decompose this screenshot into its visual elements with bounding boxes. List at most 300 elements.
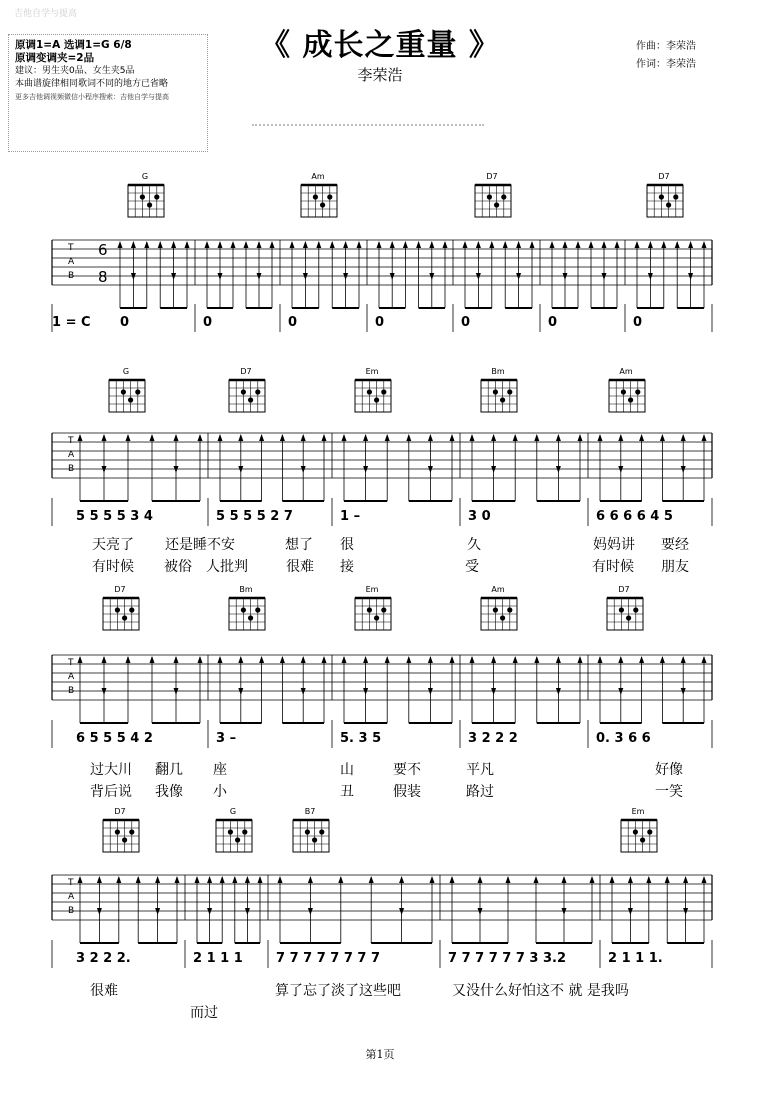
strum-arrow: [244, 241, 249, 248]
lyric-2-1-0: 有时候: [92, 559, 134, 575]
lyric-2-1-3: 很难: [286, 559, 314, 575]
strum-arrow: [503, 241, 508, 248]
finger-dot: [493, 607, 498, 612]
finger-dot: [248, 397, 253, 402]
strum-arrow: [174, 656, 179, 663]
finger-dot: [507, 389, 512, 394]
finger-dot: [628, 397, 633, 402]
strum-arrow: [171, 241, 176, 248]
strum-arrow: [675, 241, 680, 248]
strum-arrow: [590, 876, 595, 883]
jianpu-measure: 5 5 5 5 2 7: [216, 509, 293, 524]
strum-arrow: [290, 241, 295, 248]
info-note-line: 本曲谱旋律相同歌词不同的地方已省略: [15, 79, 169, 89]
strum-arrow: [578, 434, 583, 441]
strum-arrow: [478, 876, 483, 883]
finger-dot: [128, 397, 133, 402]
jianpu-measure: 6 5 5 5 4 2: [76, 731, 153, 746]
strum-arrow: [385, 434, 390, 441]
tab-letter-b: B: [68, 271, 75, 281]
finger-dot: [374, 397, 379, 402]
bass-arrow: [174, 688, 179, 695]
lyric-2-1-6: 有时候: [592, 559, 634, 575]
strum-arrow: [598, 434, 603, 441]
strum-arrow: [702, 434, 707, 441]
strum-arrow: [78, 434, 83, 441]
tab-time-top: 6: [98, 241, 108, 259]
bass-arrow: [218, 273, 223, 280]
finger-dot: [154, 194, 159, 199]
strum-arrow: [78, 876, 83, 883]
lyric-1-1-2: 想了: [285, 537, 313, 553]
finger-dot: [228, 829, 233, 834]
strum-arrow: [530, 241, 535, 248]
lyric-1-1-6: 要经: [661, 537, 689, 553]
tab-letter-t: T: [68, 658, 74, 668]
bass-arrow: [562, 908, 567, 915]
strum-arrow: [220, 876, 225, 883]
finger-dot: [121, 389, 126, 394]
strum-arrow: [342, 656, 347, 663]
bass-arrow: [628, 908, 633, 915]
strum-arrow: [463, 241, 468, 248]
strum-arrow: [450, 434, 455, 441]
strum-arrow: [646, 876, 651, 883]
strum-arrow: [322, 434, 327, 441]
bass-arrow: [301, 466, 306, 473]
strum-arrow: [683, 876, 688, 883]
lyric-2-1-2: 人批判: [206, 559, 248, 575]
lyric-2-2-4: 假装: [393, 784, 421, 800]
lyric-1-2-4: 要不: [393, 762, 421, 778]
bass-arrow: [363, 688, 368, 695]
strum-arrow: [602, 241, 607, 248]
strum-arrow: [218, 241, 223, 248]
jianpu-measure: 0. 3 6 6: [596, 731, 651, 746]
strum-arrow: [660, 656, 665, 663]
strum-arrow: [470, 434, 475, 441]
jianpu-measure: 0: [461, 315, 471, 330]
chord-name-b7: B7: [304, 807, 316, 816]
strum-arrow: [280, 434, 285, 441]
strum-arrow: [322, 656, 327, 663]
strum-arrow: [550, 241, 555, 248]
strum-arrow: [534, 876, 539, 883]
jianpu-measure: 2 1 1 1.: [608, 951, 663, 966]
tab-letter-a: A: [68, 257, 75, 267]
bass-arrow: [102, 466, 107, 473]
lyric-2-2-5: 路过: [466, 784, 494, 800]
artist-name: 李荣浩: [357, 66, 403, 84]
strum-arrow: [218, 434, 223, 441]
strum-arrow: [491, 434, 496, 441]
strum-arrow: [681, 434, 686, 441]
chord-name-am: Am: [619, 367, 633, 376]
strum-arrow: [126, 434, 131, 441]
bass-arrow: [207, 908, 212, 915]
finger-dot: [122, 615, 127, 620]
chord-name-bm: Bm: [491, 367, 505, 376]
bass-arrow: [478, 908, 483, 915]
lyric-2-2-0: 背后说: [90, 784, 132, 800]
bass-arrow: [681, 688, 686, 695]
chord-name-em: Em: [631, 807, 645, 816]
bass-arrow: [476, 273, 481, 280]
strum-arrow: [639, 434, 644, 441]
tab-letter-t: T: [68, 878, 74, 888]
strum-arrow: [702, 656, 707, 663]
strum-arrow: [610, 876, 615, 883]
finger-dot: [367, 389, 372, 394]
strum-arrow: [231, 241, 236, 248]
chord-name-d7: D7: [114, 585, 126, 594]
strum-arrow: [363, 656, 368, 663]
strum-arrow: [175, 876, 180, 883]
bass-arrow: [390, 273, 395, 280]
strum-arrow: [681, 656, 686, 663]
strum-arrow: [513, 434, 518, 441]
lyric-1-1-1: 还是睡不安: [165, 537, 235, 553]
finger-dot: [666, 202, 671, 207]
bass-arrow: [399, 908, 404, 915]
chord-name-am: Am: [491, 585, 505, 594]
lyric-1-1-4: 久: [467, 537, 481, 553]
jianpu-measure: 0: [120, 315, 130, 330]
bass-arrow: [301, 688, 306, 695]
lyricist-credit: 作词：李荣浩: [636, 59, 696, 70]
strum-arrow: [702, 241, 707, 248]
strum-arrow: [363, 434, 368, 441]
finger-dot: [507, 607, 512, 612]
song-title: 《 成长之重量 》: [260, 28, 500, 63]
strum-arrow: [516, 241, 521, 248]
jianpu-measure: 3 –: [216, 731, 237, 746]
strum-arrow: [150, 434, 155, 441]
strum-arrow: [259, 434, 264, 441]
key-signature: 1 = C: [52, 315, 91, 330]
bass-arrow: [155, 908, 160, 915]
strum-arrow: [131, 241, 136, 248]
jianpu-measure: 2 1 1 1: [193, 951, 243, 966]
finger-dot: [129, 829, 134, 834]
strum-arrow: [506, 876, 511, 883]
strum-arrow: [598, 656, 603, 663]
strum-arrow: [403, 241, 408, 248]
lyric-1-2-3: 山: [340, 762, 354, 778]
strum-arrow: [195, 876, 200, 883]
jianpu-measure: 5 5 5 5 3 4: [76, 509, 153, 524]
strum-arrow: [428, 656, 433, 663]
bass-arrow: [308, 908, 313, 915]
strum-arrow: [303, 241, 308, 248]
strum-arrow: [78, 656, 83, 663]
chord-name-g: G: [141, 172, 149, 181]
strum-arrow: [338, 876, 343, 883]
strum-arrow: [330, 241, 335, 248]
strum-arrow: [385, 656, 390, 663]
finger-dot: [487, 194, 492, 199]
strum-arrow: [416, 241, 421, 248]
lyric-2-2-6: 一笑: [655, 784, 683, 800]
strum-arrow: [429, 241, 434, 248]
strum-arrow: [489, 241, 494, 248]
finger-dot: [626, 615, 631, 620]
strum-arrow: [661, 241, 666, 248]
jianpu-measure: 7 7 7 7 7 7 7 7: [276, 951, 381, 966]
jianpu-measure: 0: [548, 315, 558, 330]
lyric-1-2-1: 翻几: [155, 762, 183, 778]
info-suggest-line: 建议：男生夹0品、女生夹5品: [15, 66, 135, 76]
finger-dot: [140, 194, 145, 199]
lyric-2-3-0: 而过: [190, 1005, 218, 1021]
tab-letter-b: B: [68, 906, 75, 916]
bass-arrow: [618, 466, 623, 473]
finger-dot: [633, 607, 638, 612]
bass-arrow: [343, 273, 348, 280]
strum-arrow: [369, 876, 374, 883]
strum-arrow: [238, 656, 243, 663]
lyric-2-2-2: 小: [213, 784, 227, 800]
info-key-line: 原调1=A 选调1=G 6/8: [15, 39, 132, 51]
bass-arrow: [257, 273, 262, 280]
strum-arrow: [470, 656, 475, 663]
lyric-1-3-1: 算了忘了淡了这些吧: [275, 983, 401, 999]
chord-name-d7: D7: [486, 172, 498, 181]
bass-arrow: [563, 273, 568, 280]
finger-dot: [147, 202, 152, 207]
jianpu-measure: 6 6 6 6 4 5: [596, 509, 673, 524]
finger-dot: [115, 607, 120, 612]
tab-letter-a: A: [68, 672, 75, 682]
finger-dot: [381, 389, 386, 394]
strum-arrow: [278, 876, 283, 883]
finger-dot: [621, 389, 626, 394]
strum-arrow: [702, 876, 707, 883]
strum-arrow: [628, 876, 633, 883]
bass-arrow: [602, 273, 607, 280]
strum-arrow: [232, 876, 237, 883]
finger-dot: [673, 194, 678, 199]
bass-arrow: [429, 273, 434, 280]
bass-arrow: [428, 466, 433, 473]
finger-dot: [494, 202, 499, 207]
page-number: 第1页: [365, 1048, 395, 1061]
strum-arrow: [158, 241, 163, 248]
finger-dot: [241, 607, 246, 612]
strum-arrow: [102, 656, 107, 663]
strum-arrow: [301, 656, 306, 663]
tab-letter-a: A: [68, 450, 75, 460]
bass-arrow: [97, 908, 102, 915]
strum-arrow: [430, 876, 435, 883]
chord-name-bm: Bm: [239, 585, 253, 594]
strum-arrow: [280, 656, 285, 663]
strum-arrow: [343, 241, 348, 248]
strum-arrow: [357, 241, 362, 248]
lyric-1-2-2: 座: [213, 762, 227, 778]
tab-letter-a: A: [68, 892, 75, 902]
strum-arrow: [534, 434, 539, 441]
bass-arrow: [648, 273, 653, 280]
strum-arrow: [316, 241, 321, 248]
strum-arrow: [406, 656, 411, 663]
strum-arrow: [136, 876, 141, 883]
strum-arrow: [207, 876, 212, 883]
jianpu-measure: 0: [203, 315, 213, 330]
finger-dot: [122, 837, 127, 842]
bass-arrow: [491, 466, 496, 473]
jianpu-measure: 1 –: [340, 509, 361, 524]
jianpu-measure: 0: [288, 315, 298, 330]
bass-arrow: [688, 273, 693, 280]
jianpu-measure: 3 0: [468, 509, 491, 524]
finger-dot: [500, 615, 505, 620]
bass-arrow: [102, 688, 107, 695]
finger-dot: [313, 194, 318, 199]
jianpu-measure: 7 7 7 7 7 7 3 3.2: [448, 951, 567, 966]
lyric-1-1-5: 妈妈讲: [593, 537, 635, 553]
strum-arrow: [556, 656, 561, 663]
finger-dot: [327, 194, 332, 199]
strum-arrow: [443, 241, 448, 248]
bass-arrow: [681, 466, 686, 473]
lyric-1-1-0: 天亮了: [92, 537, 134, 553]
jianpu-measure: 0: [633, 315, 643, 330]
lyric-2-1-5: 受: [465, 559, 479, 575]
strum-arrow: [406, 434, 411, 441]
strum-arrow: [491, 656, 496, 663]
strum-arrow: [639, 656, 644, 663]
strum-arrow: [155, 876, 160, 883]
strum-arrow: [97, 876, 102, 883]
finger-dot: [647, 829, 652, 834]
jianpu-measure: 5. 3 5: [340, 731, 382, 746]
strum-arrow: [589, 241, 594, 248]
lyric-1-3-0: 很难: [90, 983, 118, 999]
bass-arrow: [491, 688, 496, 695]
strum-arrow: [618, 656, 623, 663]
finger-dot: [242, 829, 247, 834]
chord-name-am: Am: [311, 172, 325, 181]
watermark-logo: 吉他自学与提高: [14, 9, 78, 19]
strum-arrow: [534, 656, 539, 663]
lyric-2-2-3: 丑: [340, 784, 354, 800]
strum-arrow: [218, 656, 223, 663]
strum-arrow: [198, 434, 203, 441]
bass-arrow: [171, 273, 176, 280]
strum-arrow: [185, 241, 190, 248]
strum-arrow: [342, 434, 347, 441]
chord-name-d7: D7: [240, 367, 252, 376]
strum-arrow: [615, 241, 620, 248]
strum-arrow: [450, 656, 455, 663]
lyric-2-1-4: 接: [340, 559, 354, 575]
strum-arrow: [258, 876, 263, 883]
chord-name-d7: D7: [618, 585, 630, 594]
chord-name-em: Em: [365, 367, 379, 376]
finger-dot: [248, 615, 253, 620]
strum-arrow: [116, 876, 121, 883]
finger-dot: [235, 837, 240, 842]
bass-arrow: [683, 908, 688, 915]
strum-arrow: [205, 241, 210, 248]
finger-dot: [493, 389, 498, 394]
tab-time-bottom: 8: [98, 268, 108, 286]
bass-arrow: [556, 466, 561, 473]
strum-arrow: [428, 434, 433, 441]
strum-arrow: [450, 876, 455, 883]
bass-arrow: [131, 273, 136, 280]
finger-dot: [319, 829, 324, 834]
strum-arrow: [562, 876, 567, 883]
finger-dot: [305, 829, 310, 834]
bass-arrow: [245, 908, 250, 915]
finger-dot: [129, 607, 134, 612]
lyric-2-1-1: 被俗: [164, 559, 192, 575]
finger-dot: [619, 607, 624, 612]
strum-arrow: [618, 434, 623, 441]
finger-dot: [381, 607, 386, 612]
lyric-1-2-5: 平凡: [466, 762, 494, 778]
info-capo-line: 原调变调夹=2品: [15, 52, 95, 64]
strum-arrow: [102, 434, 107, 441]
finger-dot: [255, 607, 260, 612]
strum-arrow: [576, 241, 581, 248]
bass-arrow: [516, 273, 521, 280]
finger-dot: [135, 389, 140, 394]
strum-arrow: [578, 656, 583, 663]
tab-letter-b: B: [68, 464, 75, 474]
strum-arrow: [648, 241, 653, 248]
strum-arrow: [144, 241, 149, 248]
finger-dot: [115, 829, 120, 834]
lyric-2-1-7: 朋友: [661, 559, 689, 575]
finger-dot: [659, 194, 664, 199]
bass-arrow: [428, 688, 433, 695]
finger-dot: [635, 389, 640, 394]
finger-dot: [640, 837, 645, 842]
lyric-2-2-1: 我像: [155, 784, 183, 800]
bass-arrow: [303, 273, 308, 280]
chord-name-d7: D7: [114, 807, 126, 816]
tab-letter-b: B: [68, 686, 75, 696]
bass-arrow: [618, 688, 623, 695]
finger-dot: [367, 607, 372, 612]
strum-arrow: [688, 241, 693, 248]
strum-arrow: [126, 656, 131, 663]
chord-name-g: G: [122, 367, 130, 376]
strum-arrow: [174, 434, 179, 441]
lyric-1-3-2: 又没什么好怕这不 就 是我吗: [452, 983, 629, 999]
strum-arrow: [238, 434, 243, 441]
strum-arrow: [198, 656, 203, 663]
chord-name-d7: D7: [658, 172, 670, 181]
info-more-line: 更多吉他调视频微信小程序搜索：吉他自学与提高: [15, 93, 169, 101]
strum-arrow: [118, 241, 123, 248]
strum-arrow: [513, 656, 518, 663]
strum-arrow: [150, 656, 155, 663]
strum-arrow: [390, 241, 395, 248]
chord-name-em: Em: [365, 585, 379, 594]
strum-arrow: [476, 241, 481, 248]
strum-arrow: [308, 876, 313, 883]
strum-arrow: [245, 876, 250, 883]
strum-arrow: [270, 241, 275, 248]
jianpu-measure: 3 2 2 2: [468, 731, 518, 746]
finger-dot: [255, 389, 260, 394]
composer-credit: 作曲：李荣浩: [636, 41, 696, 52]
bass-arrow: [238, 466, 243, 473]
